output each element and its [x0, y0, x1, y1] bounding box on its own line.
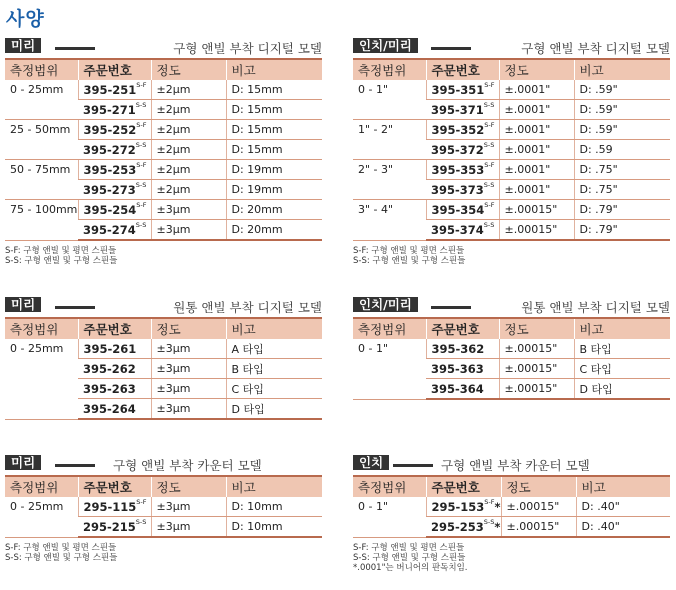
table-row: [353, 160, 670, 180]
accuracy-cell: ±.00015": [499, 339, 574, 359]
remark-cell: C 타입: [226, 379, 322, 399]
spec-table: [353, 317, 670, 400]
order-number-cell: [78, 180, 151, 200]
order-number: 295-153: [431, 499, 485, 514]
remark-cell: D 타입: [226, 399, 322, 420]
spindle-type-superscript: S-S: [483, 100, 495, 109]
spindle-type-superscript: S-F: [136, 80, 147, 89]
table-row: [353, 200, 670, 220]
remark-cell: D: .59: [574, 140, 670, 160]
section-header: [5, 455, 322, 473]
accuracy-cell: ±3μm: [151, 220, 226, 241]
tag-underline: [431, 306, 471, 309]
order-number-cell: [78, 160, 151, 180]
order-number: 395-272: [83, 142, 136, 157]
order-number: 395-353: [431, 162, 485, 177]
col-order-no-header: 주문번호: [426, 476, 501, 497]
order-number: 395-263: [83, 381, 136, 396]
footnote-line: S-F: 구형 앤빌 및 평면 스핀들: [5, 543, 117, 553]
footnote-marker: *: [494, 499, 501, 514]
accuracy-cell: ±2μm: [151, 140, 226, 160]
col-remark-header: 비고: [574, 318, 670, 339]
accuracy-cell: ±2μm: [151, 80, 226, 100]
remark-cell: D: 10mm: [226, 517, 322, 538]
spindle-type-superscript: S-F: [484, 120, 495, 129]
spindle-type-superscript: S-S: [135, 220, 147, 229]
col-order-no-header: 주문번호: [426, 318, 499, 339]
footnote-line: S-S: 구형 앤빌 및 구형 스핀들: [353, 553, 466, 563]
spindle-type-superscript: S-F: [484, 160, 495, 169]
col-order-no-header: 주문번호: [78, 59, 151, 80]
order-number: 395-373: [431, 182, 484, 197]
range-cell: 0 - 1": [353, 339, 426, 399]
order-number-cell: [426, 339, 499, 359]
range-cell: 25 - 50mm: [5, 120, 78, 160]
order-number-cell: [426, 120, 499, 140]
spindle-type-superscript: S-S: [483, 220, 495, 229]
page-title: 사양: [6, 8, 45, 30]
section-title: 구형 앤빌 부착 디지털 모델: [173, 41, 322, 56]
remark-cell: D: .59": [574, 100, 670, 120]
table-row: [353, 339, 670, 359]
order-number-cell: [426, 160, 499, 180]
order-number: 395-252: [83, 122, 137, 137]
order-number-cell: [78, 100, 151, 120]
accuracy-cell: ±2μm: [151, 180, 226, 200]
col-remark-header: 비고: [226, 59, 322, 80]
footnote-line: *.0001"는 버니어의 판독치임.: [353, 563, 468, 573]
unit-tag: 인치/미리: [353, 38, 418, 53]
col-order-no-header: 주문번호: [426, 59, 499, 80]
spindle-type-superscript: S-F: [136, 120, 147, 129]
order-number: 295-253: [431, 519, 484, 534]
spec-table: [353, 475, 670, 538]
section-title: 구형 앤빌 부착 카운터 모델: [113, 458, 262, 473]
footnote-line: S-F: 구형 앤빌 및 평면 스핀들: [5, 246, 117, 256]
remark-cell: D 타입: [574, 379, 670, 400]
order-number: 395-254: [83, 202, 137, 217]
range-cell: 50 - 75mm: [5, 160, 78, 200]
col-accuracy-header: 정도: [499, 59, 574, 80]
spindle-type-superscript: S-S: [135, 100, 147, 109]
footnote-line: S-F: 구형 앤빌 및 평면 스핀들: [353, 543, 465, 553]
order-number-cell: [426, 100, 499, 120]
order-number-cell: [426, 497, 501, 517]
footnote-line: S-S: 구형 앤빌 및 구형 스핀들: [5, 553, 118, 563]
spindle-type-superscript: S-F: [484, 200, 495, 209]
unit-tag: 미리: [5, 455, 41, 470]
spindle-type-superscript: S-F: [484, 497, 495, 506]
remark-cell: D: 10mm: [226, 497, 322, 517]
spec-table: [5, 58, 322, 241]
col-accuracy-header: 정도: [499, 318, 574, 339]
section-header: [353, 455, 670, 473]
order-number-cell: [426, 379, 499, 400]
tag-underline: [393, 464, 433, 467]
order-number: 395-362: [431, 341, 485, 356]
table-header-row: [5, 476, 322, 497]
order-number-cell: [426, 517, 501, 538]
remark-cell: D: 15mm: [226, 80, 322, 100]
tag-underline: [55, 47, 95, 50]
section-title: 구형 앤빌 부착 카운터 모델: [441, 458, 590, 473]
footnotes: [5, 543, 322, 563]
section-header: [353, 38, 670, 56]
order-number: 395-274: [83, 222, 136, 237]
remark-cell: B 타입: [574, 339, 670, 359]
remark-cell: B 타입: [226, 359, 322, 379]
spindle-type-superscript: S-S: [483, 140, 495, 149]
col-range-header: 측정범위: [353, 59, 426, 80]
remark-cell: A 타입: [226, 339, 322, 359]
spindle-type-superscript: S-S: [483, 180, 495, 189]
col-range-header: 측정범위: [353, 476, 426, 497]
range-cell: 0 - 1": [353, 80, 426, 120]
spindle-type-superscript: S-F: [136, 200, 147, 209]
order-number-cell: [78, 517, 151, 538]
section-header: [5, 38, 322, 56]
range-cell: 75 - 100mm: [5, 200, 78, 241]
col-order-no-header: 주문번호: [78, 476, 151, 497]
col-remark-header: 비고: [576, 476, 670, 497]
accuracy-cell: ±.0001": [499, 140, 574, 160]
order-number: 395-354: [431, 202, 485, 217]
table-row: [5, 339, 322, 359]
col-accuracy-header: 정도: [151, 476, 226, 497]
footnotes: [353, 543, 670, 573]
accuracy-cell: ±.00015": [499, 359, 574, 379]
range-cell: 0 - 25mm: [5, 497, 78, 537]
order-number-cell: [78, 200, 151, 220]
spindle-type-superscript: S-F: [136, 160, 147, 169]
table-row: [353, 497, 670, 517]
tag-underline: [55, 464, 95, 467]
section-title: 원통 앤빌 부착 디지털 모델: [521, 300, 670, 315]
spindle-type-superscript: S-S: [135, 140, 147, 149]
tag-underline: [55, 306, 95, 309]
section-inch-ball-digital: [353, 38, 670, 266]
table-row: [5, 497, 322, 517]
remark-cell: D: 15mm: [226, 140, 322, 160]
range-cell: 1" - 2": [353, 120, 426, 160]
footnotes: [353, 246, 670, 266]
remark-cell: D: 15mm: [226, 100, 322, 120]
col-range-header: 측정범위: [353, 318, 426, 339]
table-row: [353, 80, 670, 100]
order-number-cell: [78, 80, 151, 100]
table-header-row: [353, 318, 670, 339]
remark-cell: D: .59": [574, 120, 670, 140]
order-number: 395-251: [83, 82, 137, 97]
spec-table: [353, 58, 670, 241]
accuracy-cell: ±2μm: [151, 160, 226, 180]
footnote-line: S-F: 구형 앤빌 및 평면 스핀들: [353, 246, 465, 256]
section-mm-cylinder-digital: [5, 297, 322, 420]
accuracy-cell: ±.00015": [499, 200, 574, 220]
order-number: 395-261: [83, 341, 137, 356]
accuracy-cell: ±.00015": [499, 379, 574, 400]
order-number-cell: [78, 497, 151, 517]
order-number-cell: [78, 399, 151, 420]
col-range-header: 측정범위: [5, 476, 78, 497]
section-inch-ball-counter: [353, 455, 670, 573]
accuracy-cell: ±2μm: [151, 100, 226, 120]
accuracy-cell: ±.0001": [499, 160, 574, 180]
order-number: 395-363: [431, 361, 484, 376]
col-remark-header: 비고: [226, 476, 322, 497]
spindle-type-superscript: S-S: [135, 517, 147, 526]
remark-cell: D: .79": [574, 200, 670, 220]
col-order-no-header: 주문번호: [78, 318, 151, 339]
table-row: [5, 160, 322, 180]
remark-cell: D: .59": [574, 80, 670, 100]
remark-cell: C 타입: [574, 359, 670, 379]
accuracy-cell: ±3μm: [151, 379, 226, 399]
accuracy-cell: ±.00015": [501, 517, 576, 538]
accuracy-cell: ±3μm: [151, 359, 226, 379]
order-number: 395-351: [431, 82, 485, 97]
remark-cell: D: 19mm: [226, 180, 322, 200]
footnote-line: S-S: 구형 앤빌 및 구형 스핀들: [5, 256, 118, 266]
order-number-cell: [426, 200, 499, 220]
spec-table: [5, 317, 322, 420]
section-header: [353, 297, 670, 315]
spindle-type-superscript: S-F: [136, 497, 147, 506]
order-number: 395-352: [431, 122, 485, 137]
order-number: 395-364: [431, 381, 484, 396]
remark-cell: D: .40": [576, 497, 670, 517]
remark-cell: D: 15mm: [226, 120, 322, 140]
unit-tag: 미리: [5, 38, 41, 53]
spindle-type-superscript: S-S: [135, 180, 147, 189]
order-number: 395-273: [83, 182, 136, 197]
order-number-cell: [426, 80, 499, 100]
order-number-cell: [78, 359, 151, 379]
order-number-cell: [426, 180, 499, 200]
section-mm-ball-digital: [5, 38, 322, 266]
footnote-line: S-S: 구형 앤빌 및 구형 스핀들: [353, 256, 466, 266]
order-number-cell: [426, 140, 499, 160]
range-cell: 0 - 25mm: [5, 339, 78, 419]
table-row: [5, 120, 322, 140]
col-remark-header: 비고: [226, 318, 322, 339]
order-number: 395-372: [431, 142, 484, 157]
table-header-row: [353, 476, 670, 497]
remark-cell: D: .40": [576, 517, 670, 538]
remark-cell: D: 20mm: [226, 220, 322, 241]
section-title: 원통 앤빌 부착 디지털 모델: [173, 300, 322, 315]
col-accuracy-header: 정도: [501, 476, 576, 497]
order-number: 295-215: [83, 519, 136, 534]
order-number-cell: [78, 140, 151, 160]
table-header-row: [5, 318, 322, 339]
order-number-cell: [78, 379, 151, 399]
col-range-header: 측정범위: [5, 318, 78, 339]
remark-cell: D: 19mm: [226, 160, 322, 180]
tag-underline: [431, 47, 471, 50]
col-accuracy-header: 정도: [151, 59, 226, 80]
accuracy-cell: ±.0001": [499, 100, 574, 120]
accuracy-cell: ±3μm: [151, 517, 226, 538]
accuracy-cell: ±3μm: [151, 497, 226, 517]
order-number-cell: [78, 220, 151, 241]
remark-cell: D: .79": [574, 220, 670, 241]
section-title: 구형 앤빌 부착 디지털 모델: [521, 41, 670, 56]
range-cell: 3" - 4": [353, 200, 426, 241]
accuracy-cell: ±2μm: [151, 120, 226, 140]
order-number: 395-253: [83, 162, 137, 177]
footnotes: [5, 246, 322, 266]
range-cell: 2" - 3": [353, 160, 426, 200]
section-header: [5, 297, 322, 315]
order-number: 395-374: [431, 222, 484, 237]
unit-tag: 인치: [353, 455, 389, 470]
remark-cell: D: .75": [574, 160, 670, 180]
accuracy-cell: ±3μm: [151, 399, 226, 420]
order-number: 295-115: [83, 499, 137, 514]
accuracy-cell: ±.00015": [501, 497, 576, 517]
section-inch-cylinder-digital: [353, 297, 670, 400]
order-number: 395-262: [83, 361, 136, 376]
order-number-cell: [426, 359, 499, 379]
remark-cell: D: .75": [574, 180, 670, 200]
accuracy-cell: ±.00015": [499, 220, 574, 241]
footnote-marker: *: [494, 519, 501, 534]
table-row: [5, 200, 322, 220]
table-row: [5, 80, 322, 100]
order-number-cell: [426, 220, 499, 241]
col-remark-header: 비고: [574, 59, 670, 80]
order-number: 395-264: [83, 401, 136, 416]
accuracy-cell: ±3μm: [151, 200, 226, 220]
section-mm-ball-counter: [5, 455, 322, 563]
order-number-cell: [78, 339, 151, 359]
col-range-header: 측정범위: [5, 59, 78, 80]
accuracy-cell: ±3μm: [151, 339, 226, 359]
unit-tag: 미리: [5, 297, 41, 312]
spec-table: [5, 475, 322, 538]
table-header-row: [5, 59, 322, 80]
range-cell: 0 - 1": [353, 497, 426, 537]
accuracy-cell: ±.0001": [499, 180, 574, 200]
col-accuracy-header: 정도: [151, 318, 226, 339]
table-header-row: [353, 59, 670, 80]
range-cell: 0 - 25mm: [5, 80, 78, 120]
accuracy-cell: ±.0001": [499, 120, 574, 140]
order-number: 395-371: [431, 102, 484, 117]
spindle-type-superscript: S-F: [484, 80, 495, 89]
remark-cell: D: 20mm: [226, 200, 322, 220]
order-number: 395-271: [83, 102, 136, 117]
order-number-cell: [78, 120, 151, 140]
unit-tag: 인치/미리: [353, 297, 418, 312]
spindle-type-superscript: S-S: [483, 517, 495, 526]
accuracy-cell: ±.0001": [499, 80, 574, 100]
table-row: [353, 120, 670, 140]
